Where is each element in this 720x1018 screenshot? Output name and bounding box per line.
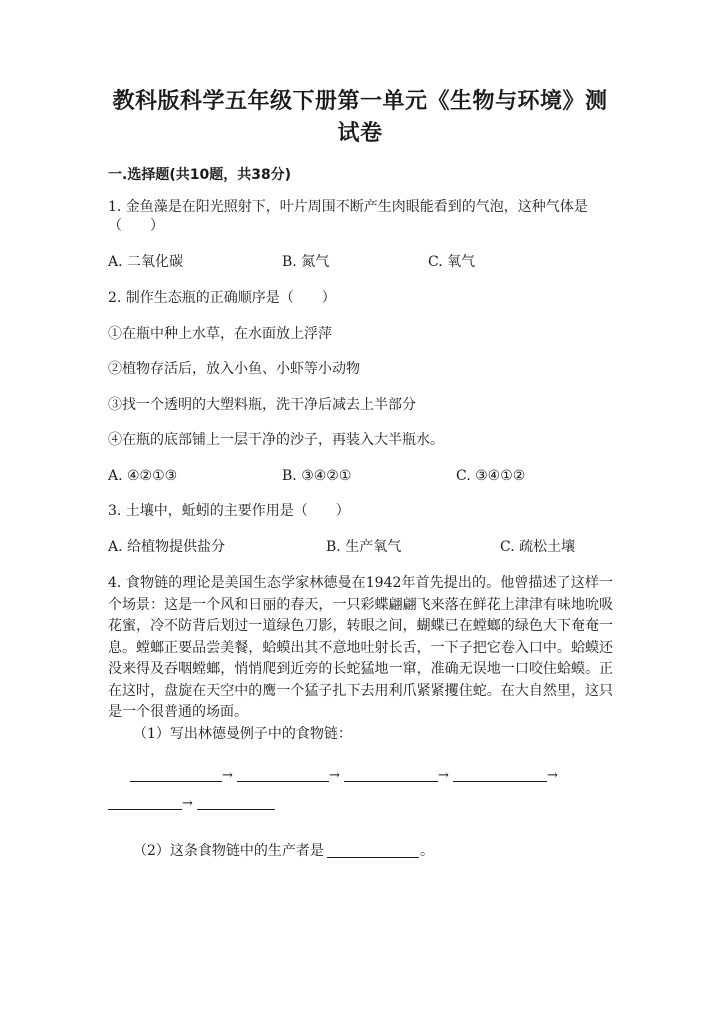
q2-step-2: ②植物存活后，放入小鱼、小虾等小动物 [108,361,360,377]
food-chain-arrow-2: → [329,768,340,783]
q1-option-c[interactable]: C. 氧气 [428,254,476,270]
food-chain-arrow-3: → [438,768,449,783]
food-chain-blank-6[interactable] [197,809,275,810]
q4-sub2-prompt: （2）这条食物链中的生产者是 [133,843,324,859]
q2-text: 2. 制作生态瓶的正确顺序是（ ） [108,290,336,306]
q1-text-line-1: 1. 金鱼藻是在阳光照射下，叶片周围不断产生肉眼能看到的气泡，这种气体是 [108,199,588,215]
food-chain-blank-3[interactable] [344,781,438,782]
q2-step-3: ③找一个透明的大塑料瓶，洗干净后减去上半部分 [108,397,416,413]
q2-option-a[interactable]: A. ④②①③ [108,468,178,484]
producer-blank[interactable] [327,857,419,858]
q1-text-line-2: （ ） [108,218,164,234]
q2-option-b[interactable]: B. ③④②① [282,468,352,484]
q3-text: 3. 土壤中，蚯蚓的主要作用是（ ） [108,503,350,519]
food-chain-arrow-5: → [182,796,193,811]
section-header: 一.选择题(共10题，共38分) [108,167,292,183]
food-chain-blank-1[interactable] [130,781,222,782]
q3-option-b[interactable]: B. 生产氧气 [326,539,402,555]
title-line-1: 教科版科学五年级下册第一单元《生物与环境》测 [112,89,608,114]
page-title [100,86,620,150]
food-chain-arrow-4: → [547,768,558,783]
q2-step-1: ①在瓶中种上水草，在水面放上浮萍 [108,326,332,342]
q4-sub1-prompt: （1）写出林德曼例子中的食物链： [133,726,352,742]
food-chain-blank-2[interactable] [237,781,329,782]
food-chain-arrow-1: → [222,768,233,783]
q1-option-b[interactable]: B. 氮气 [282,254,330,270]
q2-option-c[interactable]: C. ③④①② [456,468,526,484]
q3-option-a[interactable]: A. 给植物提供盐分 [108,539,226,555]
food-chain-blank-4[interactable] [453,781,547,782]
q4-sub2-end: 。 [420,843,434,859]
title-line-2: 试卷 [337,121,383,146]
food-chain-blank-5[interactable] [108,809,182,810]
q1-option-a[interactable]: A. 二氧化碳 [108,254,184,270]
q3-option-c[interactable]: C. 疏松土壤 [500,539,576,555]
q2-step-4: ④在瓶的底部铺上一层干净的沙子，再装入大半瓶水。 [108,432,444,448]
q4-paragraph: 4. 食物链的理论是美国生态学家林德曼在1942年首先提出的。他曾描述了这样一个场景：这是一个风和日丽的春天，一只彩蝶翩翩飞来落在鲜花上津津有味地吮吸花蜜，冷不防背后划过一道绿色刀影，转眼之间，蝴蝶已在螳螂的绿色大下奄奄一息。螳螂正要品尝美餐，蛤蟆出其不意地吐射长舌，一下子把它卷入口中。蛤蟆还没来得及吞咽螳螂，悄悄爬到近旁的长蛇猛地一窜，准确无误地一口咬住蛤蟆。正在这时，盘旋在天空中的鹰一个猛子扎下去用利爪紧紧攫住蛇。在大自然里，这只是一个很普通的场面。 [108,575,613,720]
